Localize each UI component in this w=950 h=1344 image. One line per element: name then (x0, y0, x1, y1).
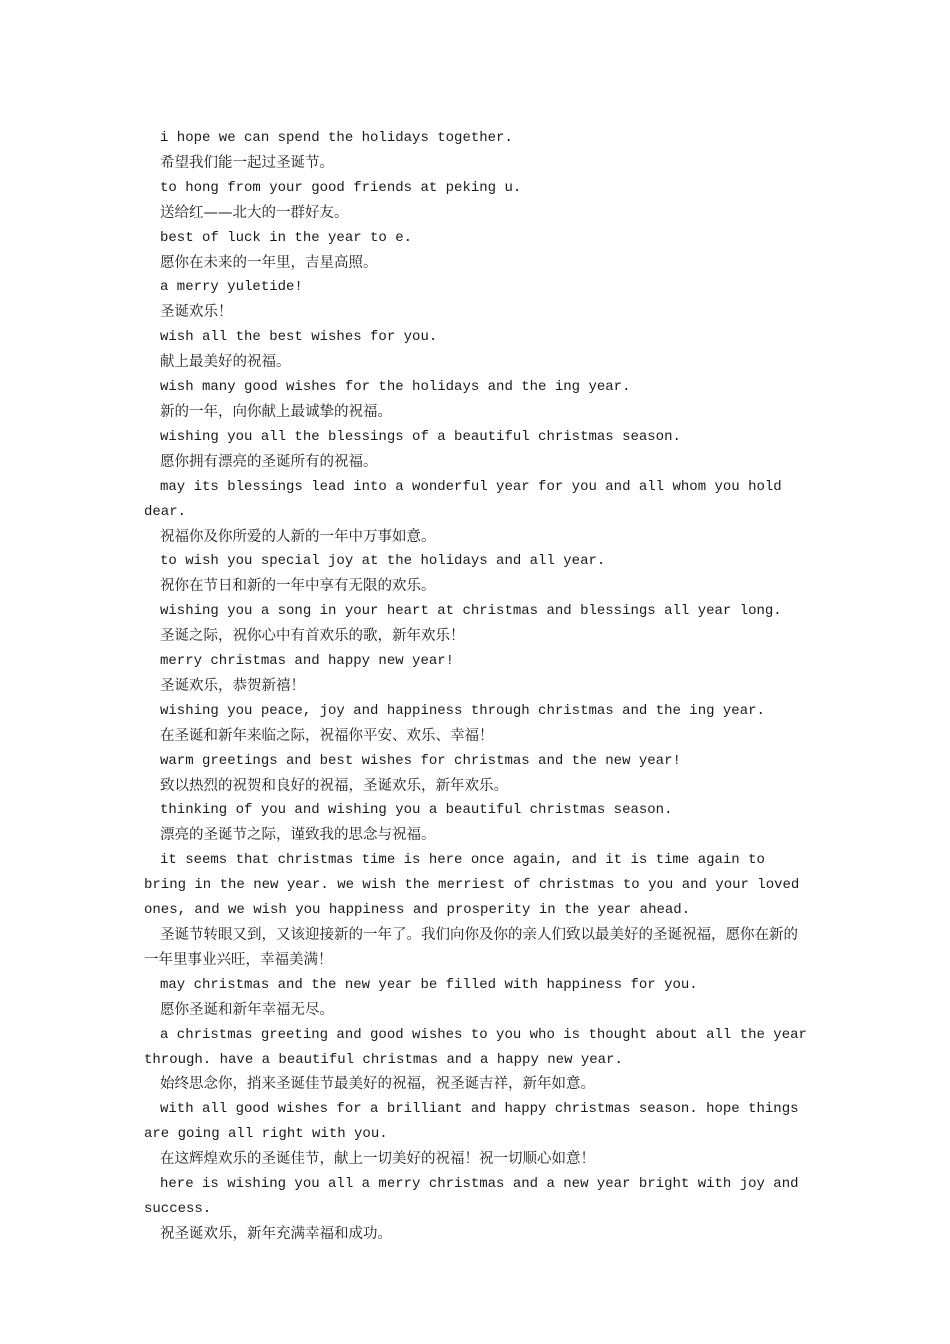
paragraph-en: to hong from your good friends at peking u. (160, 179, 522, 196)
paragraph-zh: 漂亮的圣诞节之际，谨致我的思念与祝福。 (160, 827, 436, 844)
paragraph-zh: 新的一年，向你献上最诚挚的祝福。 (160, 403, 392, 420)
paragraph-zh: 始终思念你，捎来圣诞佳节最美好的祝福，祝圣诞吉祥，新年如意。 (160, 1076, 595, 1093)
paragraph-zh: 祝圣诞欢乐，新年充满幸福和成功。 (160, 1225, 392, 1242)
paragraph-en: here is wishing you all a merry christmas and a new year bright with joy and success. (144, 1176, 799, 1217)
paragraph-zh: 圣诞欢乐！ (160, 304, 233, 321)
paragraph-en: a merry yuletide! (160, 279, 303, 296)
paragraph-zh: 愿你圣诞和新年幸福无尽。 (160, 1001, 334, 1018)
paragraph-en: may christmas and the new year be filled with happiness for you. (160, 976, 698, 993)
paragraph-zh: 希望我们能一起过圣诞节。 (160, 154, 334, 171)
paragraph-zh: 圣诞节转眼又到，又该迎接新的一年了。我们向你及你的亲人们致以最美好的圣诞祝福，愿你在新的一年里事业兴旺，幸福美满！ (144, 927, 798, 968)
document-page (144, 126, 809, 1247)
paragraph-zh: 致以热烈的祝贺和良好的祝福，圣诞欢乐，新年欢乐。 (160, 777, 508, 794)
paragraph-zh: 在这辉煌欢乐的圣诞佳节，献上一切美好的祝福！祝一切顺心如意！ (160, 1151, 595, 1168)
paragraph-en: wishing you a song in your heart at christmas and blessings all year long. (160, 603, 782, 620)
paragraph-en: best of luck in the year to e. (160, 229, 413, 246)
paragraph-zh: 圣诞之际，祝你心中有首欢乐的歌，新年欢乐！ (160, 628, 465, 645)
paragraph-zh: 愿你拥有漂亮的圣诞所有的祝福。 (160, 453, 378, 470)
paragraph-en: merry christmas and happy new year! (160, 653, 455, 670)
paragraph-zh: 祝你在节日和新的一年中享有无限的欢乐。 (160, 578, 436, 595)
paragraph-en: with all good wishes for a brilliant and happy christmas season. hope things are going all right with you. (144, 1101, 799, 1143)
paragraph-zh: 祝福你及你所爱的人新的一年中万事如意。 (160, 528, 436, 545)
paragraph-en: wish all the best wishes for you. (160, 329, 438, 346)
paragraph-zh: 献上最美好的祝福。 (160, 354, 291, 371)
paragraph-en: wish many good wishes for the holidays and the ing year. (160, 379, 631, 396)
paragraph-zh: 在圣诞和新年来临之际，祝福你平安、欢乐、幸福！ (160, 727, 494, 744)
paragraph-en: wishing you all the blessings of a beautiful christmas season. (160, 428, 681, 445)
paragraph-zh: 圣诞欢乐，恭贺新禧！ (160, 677, 305, 694)
paragraph-en: may its blessings lead into a wonderful year for you and all whom you hold dear. (144, 478, 782, 520)
paragraph-en: warm greetings and best wishes for christmas and the new year! (160, 752, 681, 769)
paragraph-en: a christmas greeting and good wishes to you who is thought about all the year through. have a beautiful christmas and a happy new year. (144, 1026, 807, 1068)
paragraph-zh: 送给红——北大的一群好友。 (160, 204, 349, 221)
paragraph-en: to wish you special joy at the holidays and all year. (160, 553, 606, 570)
paragraph-en: i hope we can spend the holidays together. (160, 130, 513, 146)
paragraph-en: wishing you peace, joy and happiness through christmas and the ing year. (160, 702, 765, 719)
paragraph-zh: 愿你在未来的一年里，吉星高照。 (160, 254, 378, 271)
paragraph-en: it seems that christmas time is here once again, and it is time again to bring in the new year. we wish the merriest of christmas to you and your loved ones, and we wish you happiness and prosperity in the year ahead. (144, 852, 800, 919)
paragraph-en: thinking of you and wishing you a beautiful christmas season. (160, 802, 673, 819)
